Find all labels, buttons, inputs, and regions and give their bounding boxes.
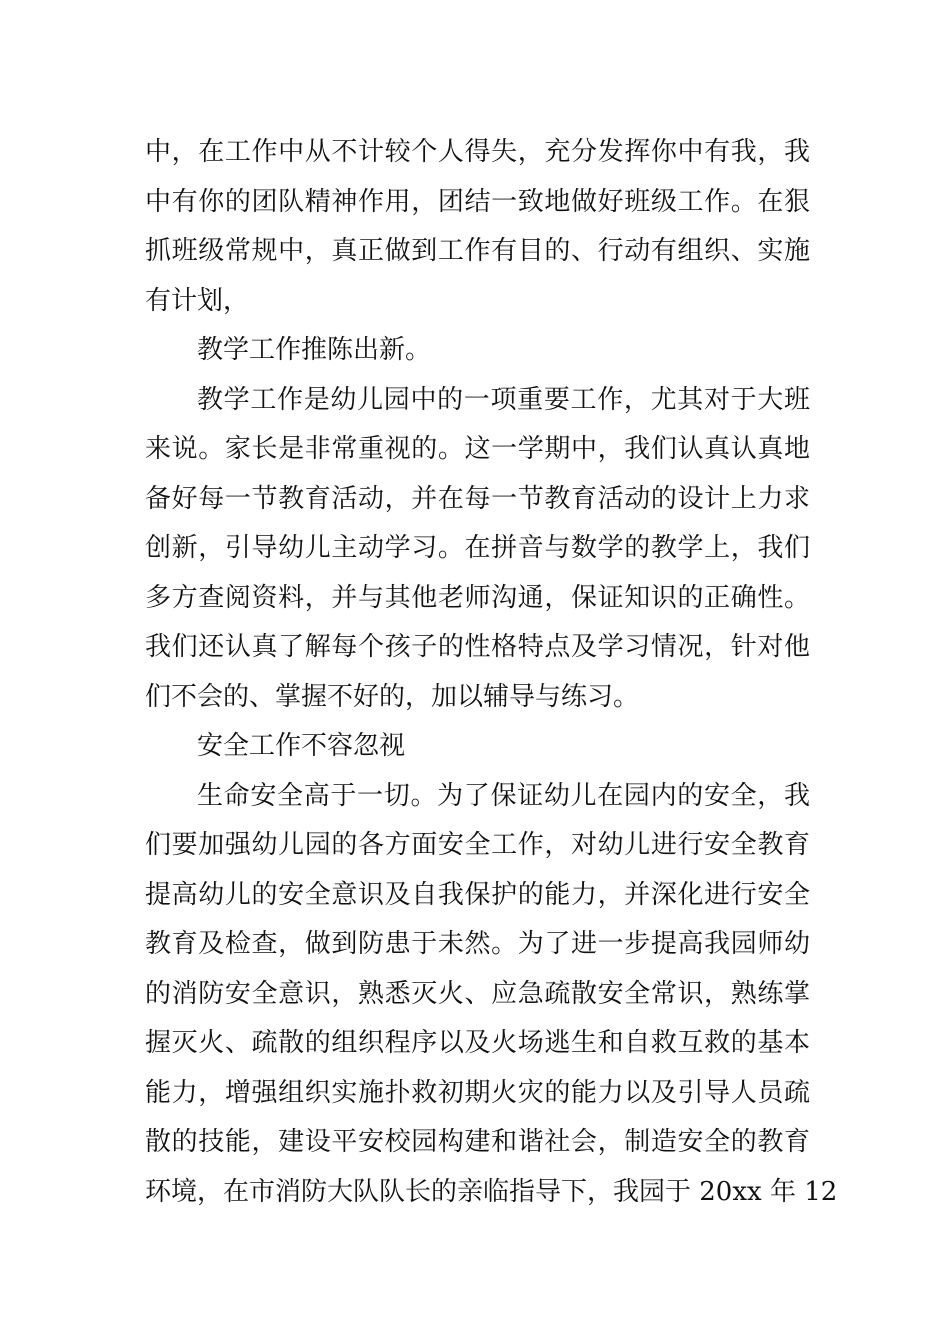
document-body [145,128,838,1217]
paragraph-line: 们不会的、掌握不好的，加以辅导与练习。 [145,681,640,712]
paragraph-line: 环境，在市消防大队队长的亲临指导下，我园于 20xx 年 12 [145,1176,838,1207]
paragraph-line: 来说。家长是非常重视的。这一学期中，我们认真认真地 [145,434,810,464]
paragraph-line: 教学工作是幼儿园中的一项重要工作，尤其对于大班 [197,384,810,415]
paragraph-teaching [145,376,810,723]
paragraph-line: 中有你的团队精神作用，团结一致地做好班级工作。在狠 [145,186,810,217]
paragraph-line: 教育及检查，做到防患于未然。为了进一步提高我园师幼 [145,929,810,959]
paragraph-line: 提高幼儿的安全意识及自我保护的能力，并深化进行安全 [145,879,810,910]
paragraph-line: 创新，引导幼儿主动学习。在拼音与数学的教学上，我们 [145,533,810,563]
paragraph-line: 的消防安全意识，熟悉灭火、应急疏散安全常识，熟练掌 [145,978,810,1009]
paragraph-line: 备好每一节教育活动，并在每一节教育活动的设计上力求 [145,483,810,514]
paragraph-line: 们要加强幼儿园的各方面安全工作，对幼儿进行安全教育 [145,830,810,860]
paragraph-line: 握灭火、疏散的组织程序以及火场逃生和自救互救的基本 [145,1028,810,1058]
paragraph-line: 我们还认真了解每个孩子的性格特点及学习情况，针对他 [145,632,810,662]
paragraph-safety [145,772,838,1218]
paragraph-line: 生命安全高于一切。为了保证幼儿在园内的安全，我 [197,780,810,811]
paragraph-team-work [145,128,810,326]
paragraph-line: 中，在工作中从不计较个人得失，充分发挥你中有我，我 [145,137,810,167]
paragraph-line: 能力，增强组织实施扑救初期火灾的能力以及引导人员疏 [145,1077,810,1108]
paragraph-line: 有计划， [145,285,250,316]
paragraph-line: 多方查阅资料，并与其他老师沟通，保证知识的正确性。 [145,582,810,613]
section-heading-teaching: 教学工作推陈出新。 [197,335,432,365]
section-heading-safety: 安全工作不容忽视 [197,731,406,761]
paragraph-line: 散的技能，建设平安校园构建和谐社会，制造安全的教育 [145,1127,810,1157]
paragraph-line: 抓班级常规中，真正做到工作有目的、行动有组织、实施 [145,236,810,266]
